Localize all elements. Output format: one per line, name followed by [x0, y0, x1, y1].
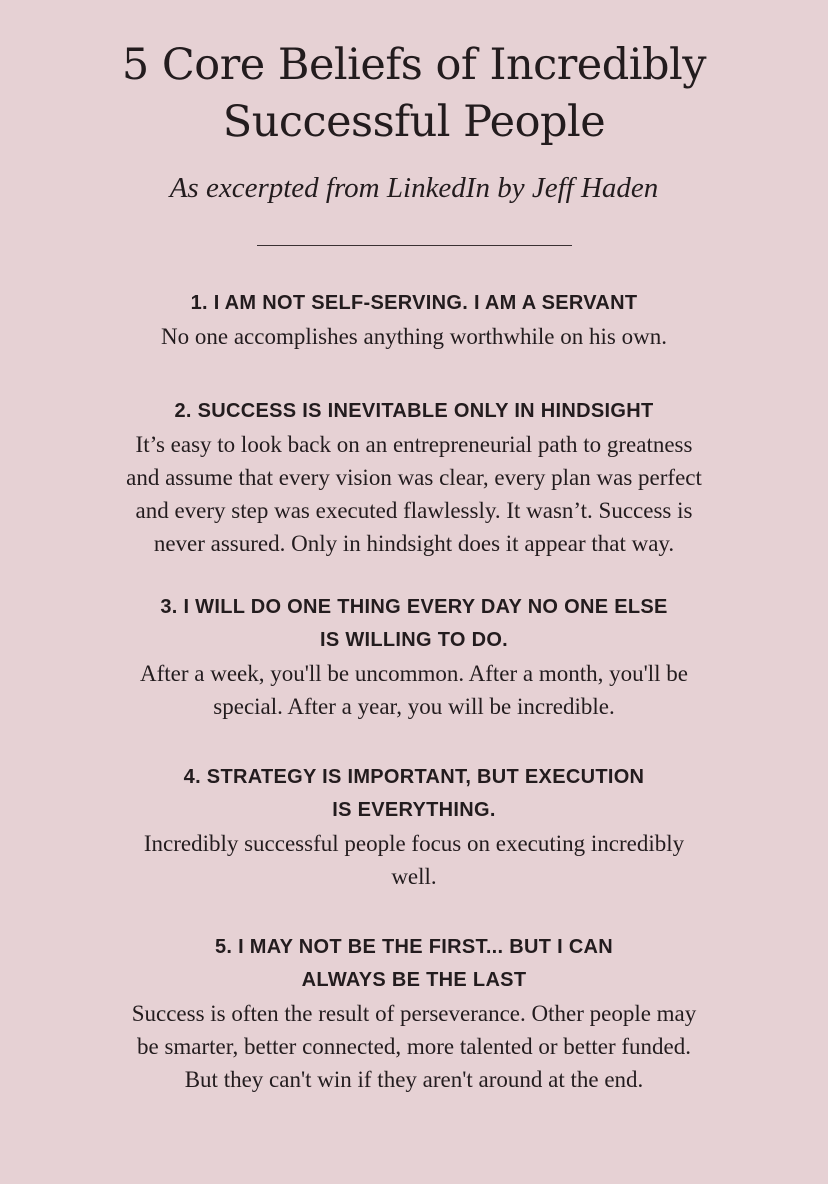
belief-body-line: never assured. Only in hindsight does it appear that way.: [153, 531, 675, 556]
belief-5: [40, 931, 788, 1096]
belief-body-line: But they can't win if they aren't around at the end.: [184, 1067, 644, 1092]
belief-body-line: well.: [391, 864, 437, 889]
poster-title-line-2: Successful People: [222, 97, 606, 147]
poster-title-line-1: 5 Core Beliefs of Incredibly: [121, 40, 707, 90]
belief-heading-line: ALWAYS BE THE LAST: [301, 969, 527, 991]
belief-heading-line: IS EVERYTHING.: [332, 799, 496, 821]
belief-body-line: After a week, you'll be uncommon. After a month, you'll be: [139, 661, 688, 686]
belief-2: [40, 395, 788, 560]
belief-body-line: special. After a year, you will be incredible.: [213, 694, 615, 719]
belief-heading-line: IS WILLING TO DO.: [319, 629, 509, 651]
belief-body-line: be smarter, better connected, more talented or better funded.: [136, 1034, 692, 1059]
belief-4: [40, 761, 788, 893]
belief-heading-line: 5. I MAY NOT BE THE FIRST... BUT I CAN: [214, 936, 614, 958]
belief-1: [40, 287, 788, 353]
belief-body-line: Success is often the result of perseverance. Other people may: [131, 1001, 697, 1026]
belief-heading-line: 3. I WILL DO ONE THING EVERY DAY NO ONE ELSE: [160, 596, 668, 618]
belief-body-line: and every step was executed flawlessly. It wasn’t. Success is: [135, 498, 693, 523]
belief-body-line: and assume that every vision was clear, every plan was perfect: [126, 465, 702, 490]
belief-3: [40, 591, 788, 723]
belief-body-line: It’s easy to look back on an entrepreneurial path to greatness: [135, 432, 693, 457]
belief-body-line: No one accomplishes anything worthwhile on his own.: [161, 324, 667, 349]
belief-heading-line: 4. STRATEGY IS IMPORTANT, BUT EXECUTION: [183, 766, 645, 788]
poster-subtitle: As excerpted from LinkedIn by Jeff Haden: [169, 172, 659, 204]
divider-rule: [257, 245, 572, 246]
belief-body-line: Incredibly successful people focus on executing incredibly: [143, 831, 685, 856]
belief-heading-line: 1. I AM NOT SELF-SERVING. I AM A SERVANT: [190, 292, 638, 314]
belief-heading-line: 2. SUCCESS IS INEVITABLE ONLY IN HINDSIGHT: [174, 400, 654, 422]
